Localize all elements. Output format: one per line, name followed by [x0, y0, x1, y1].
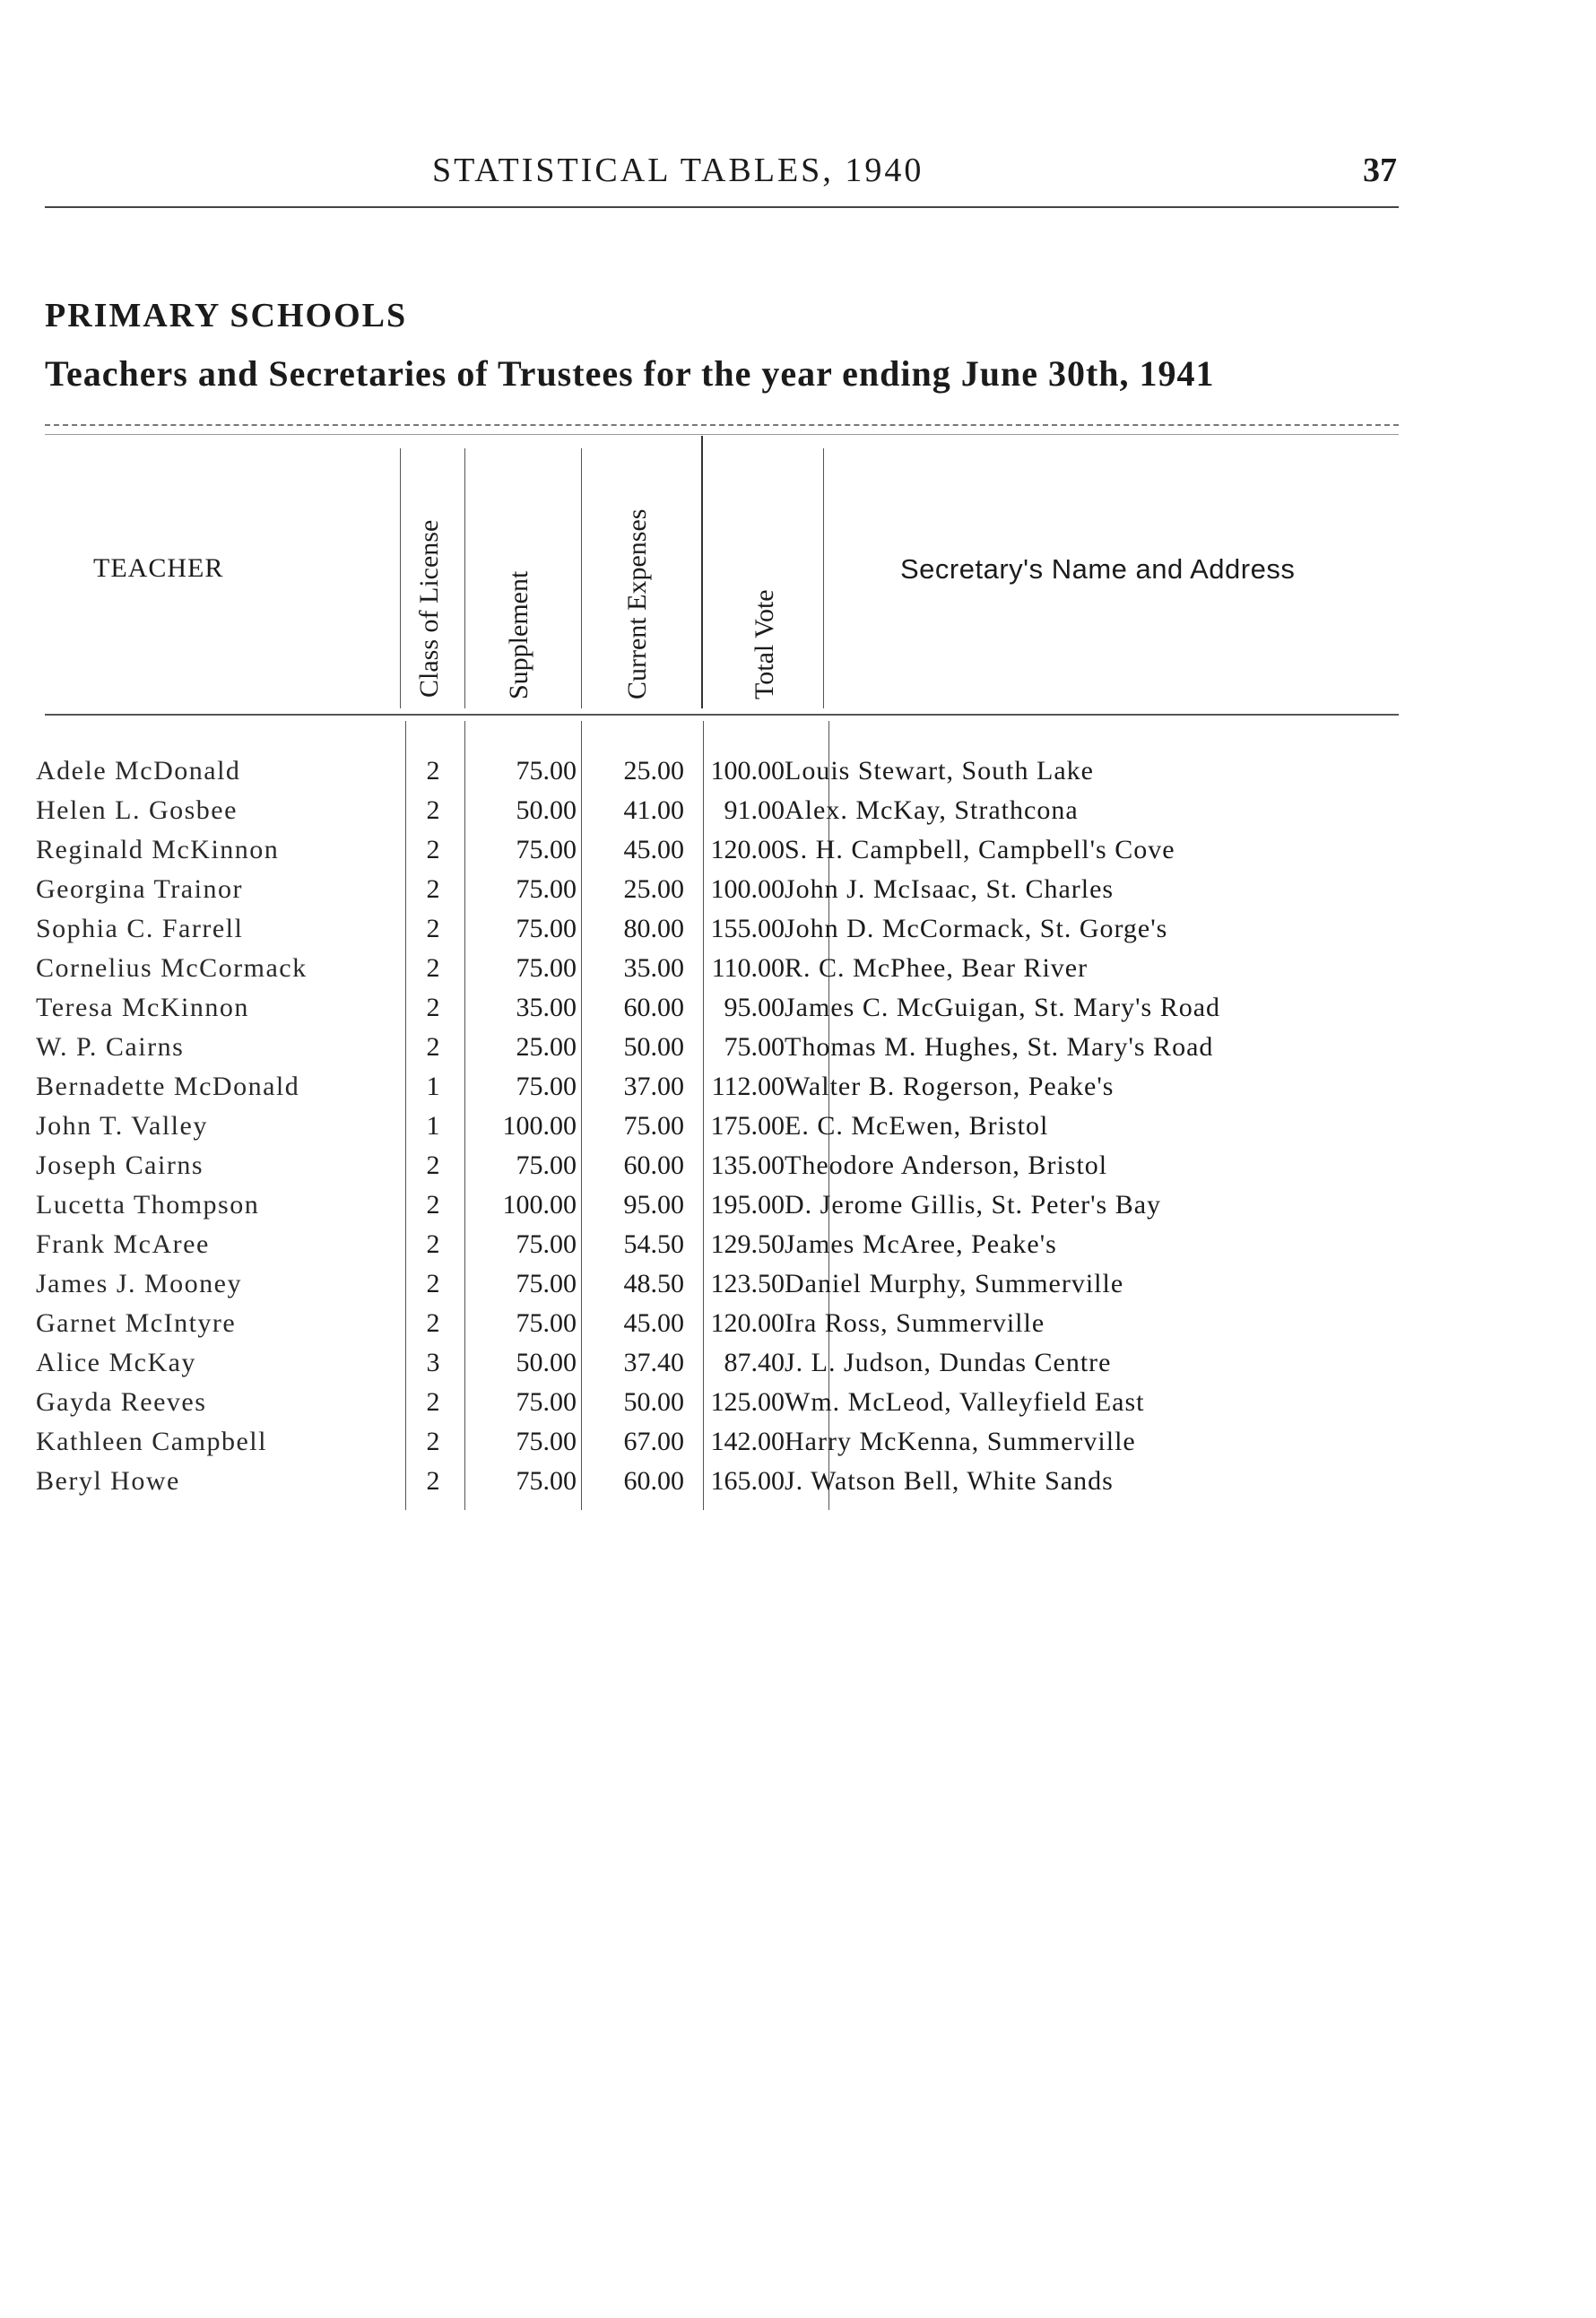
supplement-value: 75.00: [516, 1308, 577, 1338]
table-row: [36, 1028, 1358, 1067]
table-row: [36, 1462, 1358, 1501]
total-vote-value: 120.00: [710, 1308, 785, 1338]
current-expenses-value: 50.00: [623, 1387, 684, 1417]
total-vote-value: 129.50: [710, 1229, 785, 1259]
teacher-name: Joseph Cairns: [36, 1150, 204, 1180]
header-column-divider: [701, 436, 703, 708]
teacher-name: Sophia C. Farrell: [36, 914, 244, 943]
supplement-value: 25.00: [516, 1032, 577, 1062]
current-expenses-value: 37.40: [623, 1348, 684, 1377]
class-of-license-value: 3: [426, 1348, 440, 1377]
teacher-name: Bernadette McDonald: [36, 1072, 300, 1101]
supplement-value: 50.00: [516, 795, 577, 825]
table-top-rule-inner: [45, 434, 1399, 435]
class-of-license-value: 2: [426, 993, 440, 1022]
column-header-current-expenses: Current Expenses: [622, 508, 652, 699]
table-row: [36, 1067, 1358, 1107]
class-of-license-value: 2: [426, 835, 440, 864]
table-header-rule: [45, 714, 1399, 716]
class-of-license-value: 2: [426, 1466, 440, 1496]
secretary-name-address: Theodore Anderson, Bristol: [785, 1150, 1108, 1180]
total-vote-value: 91.00: [724, 795, 785, 825]
supplement-value: 100.00: [502, 1111, 577, 1141]
teacher-name: Teresa McKinnon: [36, 993, 249, 1022]
current-expenses-value: 45.00: [623, 835, 684, 864]
current-expenses-value: 67.00: [623, 1427, 684, 1456]
table-row: [36, 909, 1358, 949]
class-of-license-value: 2: [426, 1032, 440, 1062]
running-head: [0, 151, 1596, 204]
total-vote-value: 135.00: [710, 1150, 785, 1180]
secretary-name-address: Daniel Murphy, Summerville: [785, 1269, 1124, 1298]
secretary-name-address: James C. McGuigan, St. Mary's Road: [785, 993, 1221, 1022]
current-expenses-value: 60.00: [623, 993, 684, 1022]
class-of-license-value: 2: [426, 756, 440, 786]
header-column-divider: [464, 448, 465, 708]
table-row: [36, 1264, 1358, 1304]
table-row: [36, 1383, 1358, 1422]
secretary-name-address: Ira Ross, Summerville: [785, 1308, 1045, 1338]
secretary-name-address: John D. McCormack, St. Gorge's: [785, 914, 1168, 943]
total-vote-value: 87.40: [724, 1348, 785, 1377]
supplement-value: 75.00: [516, 1229, 577, 1259]
total-vote-value: 120.00: [710, 835, 785, 864]
current-expenses-value: 80.00: [623, 914, 684, 943]
teacher-name: Kathleen Campbell: [36, 1427, 267, 1456]
secretary-name-address: J. Watson Bell, White Sands: [785, 1466, 1114, 1496]
column-header-total-vote: Total Vote: [750, 589, 779, 699]
total-vote-value: 125.00: [710, 1387, 785, 1417]
supplement-value: 75.00: [516, 1150, 577, 1180]
supplement-value: 75.00: [516, 953, 577, 983]
table-row: [36, 1343, 1358, 1383]
class-of-license-value: 2: [426, 953, 440, 983]
table-row: [36, 988, 1358, 1028]
total-vote-value: 100.00: [710, 756, 785, 786]
class-of-license-value: 2: [426, 1150, 440, 1180]
teacher-name: Reginald McKinnon: [36, 835, 280, 864]
total-vote-value: 175.00: [710, 1111, 785, 1141]
teacher-name: Georgina Trainor: [36, 874, 243, 904]
supplement-value: 75.00: [516, 914, 577, 943]
supplement-value: 50.00: [516, 1348, 577, 1377]
current-expenses-value: 41.00: [623, 795, 684, 825]
teacher-name: Gayda Reeves: [36, 1387, 207, 1417]
current-expenses-value: 45.00: [623, 1308, 684, 1338]
teacher-name: John T. Valley: [36, 1111, 208, 1141]
current-expenses-value: 35.00: [623, 953, 684, 983]
secretary-name-address: J. L. Judson, Dundas Centre: [785, 1348, 1112, 1377]
total-vote-value: 95.00: [724, 993, 785, 1022]
total-vote-value: 155.00: [710, 914, 785, 943]
section-heading: PRIMARY SCHOOLS: [45, 297, 408, 334]
secretary-name-address: Thomas M. Hughes, St. Mary's Road: [785, 1032, 1214, 1062]
supplement-value: 75.00: [516, 874, 577, 904]
secretary-name-address: S. H. Campbell, Campbell's Cove: [785, 835, 1175, 864]
column-header-class-of-license: Class of License: [414, 519, 444, 698]
secretary-name-address: Louis Stewart, South Lake: [785, 756, 1094, 786]
class-of-license-value: 2: [426, 874, 440, 904]
teacher-name: Alice McKay: [36, 1348, 196, 1377]
header-column-divider: [400, 448, 401, 708]
secretary-name-address: Walter B. Rogerson, Peake's: [785, 1072, 1115, 1101]
column-header-supplement: Supplement: [504, 570, 533, 699]
current-expenses-value: 54.50: [623, 1229, 684, 1259]
page-number: 37: [1363, 152, 1397, 189]
column-header-teacher: TEACHER: [93, 553, 224, 583]
teacher-name: Beryl Howe: [36, 1466, 180, 1496]
secretary-name-address: James McAree, Peake's: [785, 1229, 1057, 1259]
secretary-name-address: E. C. McEwen, Bristol: [785, 1111, 1049, 1141]
class-of-license-value: 2: [426, 1269, 440, 1298]
supplement-value: 35.00: [516, 993, 577, 1022]
table-row: [36, 751, 1358, 791]
teacher-name: W. P. Cairns: [36, 1032, 185, 1062]
class-of-license-value: 2: [426, 1308, 440, 1338]
header-rule: [45, 206, 1399, 208]
current-expenses-value: 60.00: [623, 1466, 684, 1496]
current-expenses-value: 50.00: [623, 1032, 684, 1062]
section-subheading: Teachers and Secretaries of Trustees for the year ending June 30th, 1941: [45, 353, 1215, 394]
table-row: [36, 1225, 1358, 1264]
class-of-license-value: 2: [426, 1229, 440, 1259]
secretary-name-address: John J. McIsaac, St. Charles: [785, 874, 1115, 904]
supplement-value: 75.00: [516, 1427, 577, 1456]
supplement-value: 75.00: [516, 1466, 577, 1496]
current-expenses-value: 75.00: [623, 1111, 684, 1141]
teacher-name: Frank McAree: [36, 1229, 210, 1259]
secretary-name-address: D. Jerome Gillis, St. Peter's Bay: [785, 1190, 1162, 1220]
secretary-name-address: R. C. McPhee, Bear River: [785, 953, 1089, 983]
total-vote-value: 110.00: [711, 953, 785, 983]
class-of-license-value: 1: [426, 1111, 440, 1141]
teacher-name: Helen L. Gosbee: [36, 795, 238, 825]
teacher-name: Garnet McIntyre: [36, 1308, 237, 1338]
supplement-value: 75.00: [516, 756, 577, 786]
teacher-name: James J. Mooney: [36, 1269, 242, 1298]
current-expenses-value: 37.00: [623, 1072, 684, 1101]
table-row: [36, 1146, 1358, 1185]
table-row: [36, 1107, 1358, 1146]
total-vote-value: 112.00: [711, 1072, 785, 1101]
supplement-value: 75.00: [516, 1269, 577, 1298]
table-row: [36, 1422, 1358, 1462]
class-of-license-value: 2: [426, 795, 440, 825]
class-of-license-value: 2: [426, 914, 440, 943]
current-expenses-value: 48.50: [623, 1269, 684, 1298]
total-vote-value: 165.00: [710, 1466, 785, 1496]
teacher-name: Lucetta Thompson: [36, 1190, 260, 1220]
total-vote-value: 142.00: [710, 1427, 785, 1456]
supplement-value: 75.00: [516, 835, 577, 864]
teacher-name: Adele McDonald: [36, 756, 241, 786]
teachers-table: [36, 751, 1358, 1501]
header-column-divider: [581, 448, 582, 708]
class-of-license-value: 2: [426, 1387, 440, 1417]
class-of-license-value: 2: [426, 1427, 440, 1456]
secretary-name-address: Wm. McLeod, Valleyfield East: [785, 1387, 1145, 1417]
header-column-divider: [823, 448, 824, 708]
teachers-table-body: [36, 751, 1358, 1501]
current-expenses-value: 95.00: [623, 1190, 684, 1220]
total-vote-value: 123.50: [710, 1269, 785, 1298]
table-row: [36, 870, 1358, 909]
teacher-name: Cornelius McCormack: [36, 953, 308, 983]
table-row: [36, 830, 1358, 870]
supplement-value: 75.00: [516, 1387, 577, 1417]
secretary-name-address: Alex. McKay, Strathcona: [785, 795, 1079, 825]
secretary-name-address: Harry McKenna, Summerville: [785, 1427, 1136, 1456]
current-expenses-value: 60.00: [623, 1150, 684, 1180]
supplement-value: 75.00: [516, 1072, 577, 1101]
total-vote-value: 75.00: [724, 1032, 785, 1062]
table-row: [36, 791, 1358, 830]
table-row: [36, 1304, 1358, 1343]
table-row: [36, 1185, 1358, 1225]
current-expenses-value: 25.00: [623, 874, 684, 904]
column-header-secretary: Secretary's Name and Address: [900, 553, 1296, 585]
current-expenses-value: 25.00: [623, 756, 684, 786]
total-vote-value: 195.00: [710, 1190, 785, 1220]
table-row: [36, 949, 1358, 988]
class-of-license-value: 2: [426, 1190, 440, 1220]
table-top-rule: [45, 424, 1399, 426]
running-title: STATISTICAL TABLES, 1940: [432, 152, 924, 189]
class-of-license-value: 1: [426, 1072, 440, 1101]
supplement-value: 100.00: [502, 1190, 577, 1220]
total-vote-value: 100.00: [710, 874, 785, 904]
